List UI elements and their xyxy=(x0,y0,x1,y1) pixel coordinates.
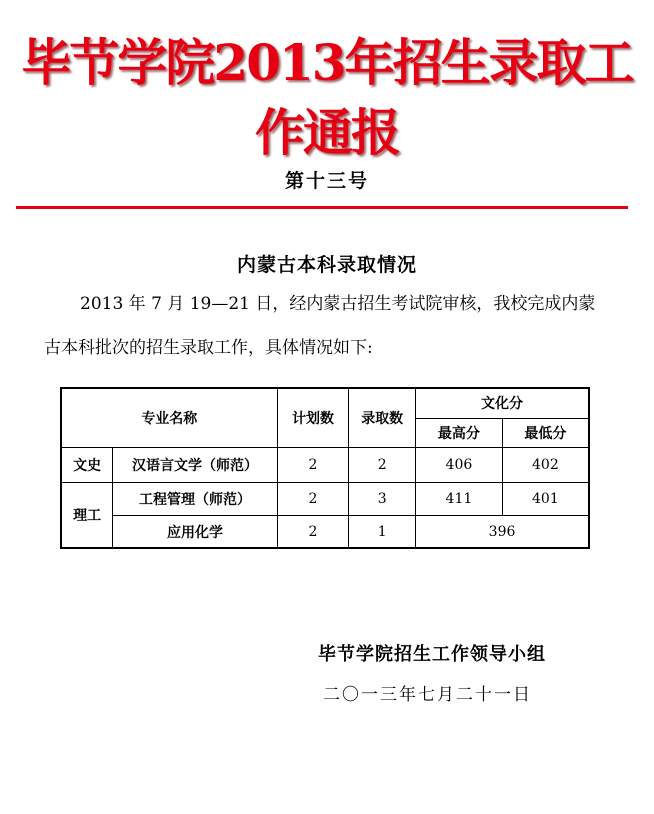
admitted-cell: 1 xyxy=(349,516,416,548)
max-score-cell: 406 xyxy=(416,448,503,482)
header-score-group: 文化分 xyxy=(416,388,589,418)
table-header-row xyxy=(61,388,589,418)
category-cell: 文史 xyxy=(61,448,113,482)
header-max-score: 最高分 xyxy=(416,418,503,447)
major-cell: 应用化学 xyxy=(113,516,277,548)
issue-number: 第十三号 xyxy=(284,170,369,192)
plan-cell: 2 xyxy=(277,482,349,515)
notice-subtitle: 内蒙古本科录取情况 xyxy=(236,254,417,276)
masthead-title: 毕节学院2013年招生录取工作通报 xyxy=(21,33,633,162)
plan-cell: 2 xyxy=(277,516,349,548)
table-row xyxy=(61,448,589,482)
plan-cell: 2 xyxy=(277,448,349,482)
admitted-cell: 2 xyxy=(349,448,416,482)
intro-paragraph xyxy=(44,282,616,370)
header-admitted: 录取数 xyxy=(349,388,416,448)
signature-date: 二〇一三年七月二十一日 xyxy=(323,685,532,705)
major-cell: 工程管理（师范） xyxy=(113,482,277,515)
header-major: 专业名称 xyxy=(61,388,277,448)
score-merged-cell: 396 xyxy=(416,516,589,548)
header-plan: 计划数 xyxy=(277,388,349,448)
admissions-table xyxy=(60,387,590,549)
table-row xyxy=(61,516,589,548)
admitted-cell: 3 xyxy=(349,482,416,515)
header-min-score: 最低分 xyxy=(502,418,589,447)
signature-org: 毕节学院招生工作领导小组 xyxy=(318,644,546,665)
major-cell: 汉语言文学（师范） xyxy=(113,448,277,482)
intro-line-2: 古本科批次的招生录取工作，具体情况如下: xyxy=(44,338,373,358)
max-score-cell: 411 xyxy=(416,482,503,515)
table-row xyxy=(61,482,589,515)
min-score-cell: 402 xyxy=(502,448,589,482)
red-divider xyxy=(16,206,628,209)
min-score-cell: 401 xyxy=(502,482,589,515)
intro-line-1: 2013 年 7 月 19—21 日，经内蒙古招生考试院审核，我校完成内蒙 xyxy=(80,294,596,314)
category-cell: 理工 xyxy=(61,482,113,548)
